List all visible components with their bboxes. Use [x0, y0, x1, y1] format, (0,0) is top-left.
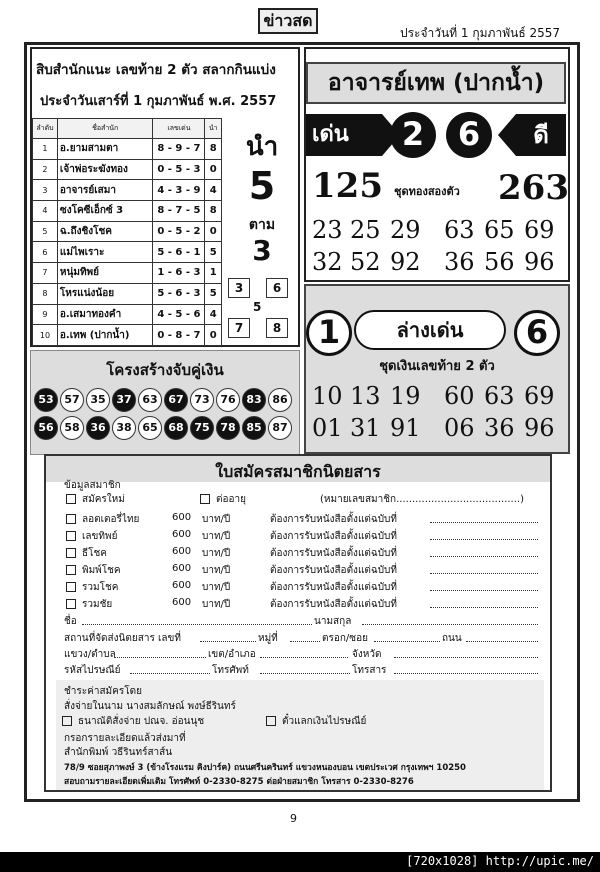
pair-number: 56 [484, 248, 515, 276]
subscription-need: ต้องการรับหนังสือตั้งแต่ฉบับที่ [270, 514, 397, 525]
row-name: อ.ยามสามตา [57, 139, 153, 160]
pair-number: 36 [444, 248, 475, 276]
subscription-need: ต้องการรับหนังสือตั้งแต่ฉบับที่ [270, 548, 397, 559]
left-panel-title: สิบสำนักแนะ เลขท้าย 2 ตัว สลากกินแบ่ง [36, 62, 276, 78]
pair-number: 25 [350, 216, 381, 244]
subscription-unit: บาท/ปี [202, 531, 231, 542]
pair-ball: 73 [190, 388, 214, 412]
three-digit-left: 125 [312, 166, 383, 206]
schools-table [32, 118, 222, 346]
member-no-label: (หมายเลขสมาชิก.......................................) [320, 494, 524, 505]
pair-number: 91 [390, 414, 421, 442]
new-member-checkbox[interactable] [66, 494, 76, 504]
pair-ball: 78 [216, 416, 240, 440]
col-nums: เลขเด่น [153, 119, 205, 139]
pair-number: 65 [484, 216, 515, 244]
three-digit-right: 263 [498, 168, 569, 208]
col-lead: นำ [205, 119, 222, 139]
issue-date: ประจำวันที่ 1 กุมภาพันธ์ 2557 [399, 26, 560, 40]
subscription-need: ต้องการรับหนังสือตั้งแต่ฉบับที่ [270, 565, 397, 576]
moo-input[interactable] [290, 631, 320, 642]
image-credit: [720x1028] http://upic.me/ [406, 854, 594, 868]
table-row [33, 283, 222, 304]
postcode-label: รหัสไปรษณีย์ [64, 665, 121, 676]
soi-label: ตรอก/ซอย [322, 633, 368, 644]
pair-ball: 85 [242, 416, 266, 440]
pair-number: 52 [350, 248, 381, 276]
pair-ball: 65 [138, 416, 162, 440]
name-label: ชื่อ [64, 616, 77, 627]
row-lead: 0 [205, 325, 222, 346]
address-line-2: สอบถามรายละเอียดเพิ่มเติม โทรศัพท์ 0-2330-8275 ต่อฝ่ายสมาชิก โทรสาร 0-2330-8276 [64, 777, 414, 787]
fax-label: โทรสาร [352, 665, 387, 676]
subscription-issue-input[interactable] [430, 597, 538, 608]
amphoe-label: เขต/อำเภอ [208, 649, 256, 660]
pair-number: 06 [444, 414, 475, 442]
pay-title: ชำระค่าสมัครโดย [64, 686, 142, 697]
row-name: หนุ่มทิพย์ [57, 263, 153, 284]
address-line-1: 78/9 ซอยสุภาพงษ์ 3 (ข้างโรงแรม คิงปาร์ค) ถนนศรีนครินทร์ แขวงหนองบอน เขตประเวศ กรุงเทพฯ 10250 [64, 763, 466, 773]
subscription-need: ต้องการรับหนังสือตั้งแต่ฉบับที่ [270, 531, 397, 542]
left-panel-date: ประจำวันเสาร์ที่ 1 กุมภาพันธ์ พ.ศ. 2557 [40, 94, 277, 109]
pair-number: 69 [524, 216, 555, 244]
table-row [33, 242, 222, 263]
pair-number: 23 [312, 216, 343, 244]
row-name: แม่ไพเราะ [57, 242, 153, 263]
pair-ball: 83 [242, 388, 266, 412]
lower-left-digit: 1 [306, 310, 352, 356]
pair-ball: 37 [112, 388, 136, 412]
road-label: ถนน [442, 633, 462, 644]
moo-label: หมู่ที่ [258, 633, 278, 644]
subscription-issue-input[interactable] [430, 546, 538, 557]
subscription-price: 600 [172, 512, 192, 523]
row-number: 2 [33, 159, 58, 180]
pair-number: 32 [312, 248, 343, 276]
magazine-logo: ข่าวสด [258, 8, 318, 34]
pair-ball: 36 [86, 416, 110, 440]
row-numbers: 0 - 5 - 2 [153, 221, 205, 242]
label-dee: ดี [516, 114, 566, 156]
amphoe-input[interactable] [260, 647, 348, 658]
lower-right-digit: 6 [514, 310, 560, 356]
subscription-checkbox[interactable] [66, 548, 76, 558]
row-lead: 4 [205, 304, 222, 325]
pair-ball: 53 [34, 388, 58, 412]
subscription-unit: บาท/ปี [202, 599, 231, 610]
pair-number: 10 [312, 382, 343, 410]
pair-number: 63 [484, 382, 515, 410]
surname-label: นามสกุล [314, 616, 352, 627]
postal-order-label: ตั๋วแลกเงินไปรษณีย์ [282, 716, 367, 727]
subscription-need: ต้องการรับหนังสือตั้งแต่ฉบับที่ [270, 582, 397, 593]
table-header-row [33, 119, 222, 139]
grid-cell: 8 [266, 318, 288, 338]
row-numbers: 8 - 7 - 5 [153, 201, 205, 222]
name-input[interactable] [82, 614, 312, 625]
pair-number: 19 [390, 382, 421, 410]
province-input[interactable] [394, 647, 538, 658]
row-name: อ.เทพ (ปากน้ำ) [57, 325, 153, 346]
new-member-label: สมัครใหม่ [82, 494, 125, 505]
postal-order-checkbox[interactable] [266, 716, 276, 726]
subscription-name: รวมชัย [82, 599, 113, 610]
grid-cell: 7 [228, 318, 250, 338]
renew-label: ต่ออายุ [216, 494, 246, 505]
page-number: 9 [290, 812, 297, 825]
pair-number: 96 [524, 248, 555, 276]
row-lead: 5 [205, 283, 222, 304]
subscription-checkbox[interactable] [66, 531, 76, 541]
pair-ball: 87 [268, 416, 292, 440]
label-den: เด่น [306, 114, 382, 156]
subscription-price: 600 [172, 580, 192, 591]
road-input[interactable] [466, 631, 538, 642]
pair-ball: 75 [190, 416, 214, 440]
subscription-issue-input[interactable] [430, 529, 538, 540]
row-lead: 5 [205, 242, 222, 263]
pair-number: 69 [524, 382, 555, 410]
pair-number: 92 [390, 248, 421, 276]
digit-2: 6 [446, 112, 492, 158]
pair-number: 01 [312, 414, 343, 442]
subscription-name: พิมพ์โชค [82, 565, 121, 576]
subscription-checkbox[interactable] [66, 582, 76, 592]
row-numbers: 8 - 9 - 7 [153, 139, 205, 160]
pair-number: 31 [350, 414, 381, 442]
publisher: สำนักพิมพ์ วธีรินทร์สาส์น [64, 747, 173, 758]
row-name: โหรแน่งน้อย [57, 283, 153, 304]
subscription-price: 600 [172, 597, 192, 608]
row-name: อาจารย์เสมา [57, 180, 153, 201]
row-number: 6 [33, 242, 58, 263]
subscription-unit: บาท/ปี [202, 565, 231, 576]
subscription-unit: บาท/ปี [202, 548, 231, 559]
row-numbers: 0 - 8 - 7 [153, 325, 205, 346]
col-no: ลำดับ [33, 119, 58, 139]
pair-ball: 86 [268, 388, 292, 412]
subscription-unit: บาท/ปี [202, 514, 231, 525]
renew-checkbox[interactable] [200, 494, 210, 504]
pair-number: 63 [444, 216, 475, 244]
subscription-issue-input[interactable] [430, 563, 538, 574]
send-line: กรอกรายละเอียดแล้วส่งมาที่ [64, 733, 186, 744]
surname-input[interactable] [362, 614, 538, 625]
row-numbers: 4 - 3 - 9 [153, 180, 205, 201]
table-row [33, 180, 222, 201]
subscription-price: 600 [172, 563, 192, 574]
phone-label: โทรศัพท์ [212, 665, 249, 676]
form-title: ใบสมัครสมาชิกนิตยสาร [215, 462, 381, 481]
silver-set-caption: ชุดเงินเลขท้าย 2 ตัว [379, 359, 495, 374]
table-row [33, 263, 222, 284]
grid-cell: 6 [266, 278, 288, 298]
lead-label: นำ [245, 132, 279, 162]
pair-ball: 67 [164, 388, 188, 412]
pair-ball: 38 [112, 416, 136, 440]
subscription-checkbox[interactable] [66, 514, 76, 524]
row-number: 4 [33, 201, 58, 222]
row-name: เจ้าพ่อระฆังทอง [57, 159, 153, 180]
structure-title: โครงสร้างจับคู่เงิน [106, 361, 224, 379]
row-lead: 4 [205, 180, 222, 201]
money-order-label: ธนาณัติสั่งจ่าย ปณจ. อ่อนนุช [78, 716, 205, 727]
lead-value: 5 [248, 164, 276, 208]
subscription-checkbox[interactable] [66, 565, 76, 575]
address-no-input[interactable] [200, 631, 256, 642]
row-name: อ.เสมาทองคำ [57, 304, 153, 325]
subscription-checkbox[interactable] [66, 599, 76, 609]
row-numbers: 5 - 6 - 3 [153, 283, 205, 304]
address-label: สถานที่จัดส่งนิตยสาร เลขที่ [64, 633, 181, 644]
subscription-price: 600 [172, 529, 192, 540]
pair-ball: 56 [34, 416, 58, 440]
tambon-input[interactable] [114, 647, 206, 658]
right-panel-title: อาจารย์เทพ (ปากน้ำ) [306, 62, 566, 104]
grid-cell: 3 [228, 278, 250, 298]
table-row [33, 325, 222, 346]
row-name: ฉ.ถึงชิงโชค [57, 221, 153, 242]
subscription-name: เลขทิพย์ [82, 531, 118, 542]
row-numbers: 5 - 6 - 1 [153, 242, 205, 263]
row-number: 8 [33, 283, 58, 304]
pair-number: 13 [350, 382, 381, 410]
province-label: จังหวัด [352, 649, 382, 660]
subscription-name: ลอตเตอรี่ไทย [82, 514, 140, 525]
row-numbers: 1 - 6 - 3 [153, 263, 205, 284]
lower-label: ล่างเด่น [354, 310, 506, 350]
subscription-need: ต้องการรับหนังสือตั้งแต่ฉบับที่ [270, 599, 397, 610]
pair-number: 96 [524, 414, 555, 442]
subscription-unit: บาท/ปี [202, 582, 231, 593]
follow-value: 3 [252, 234, 272, 267]
pair-ball: 76 [216, 388, 240, 412]
soi-input[interactable] [374, 631, 440, 642]
pair-ball: 57 [60, 388, 84, 412]
pair-number: 60 [444, 382, 475, 410]
subscription-name: รวมโชค [82, 582, 119, 593]
pair-ball: 35 [86, 388, 110, 412]
member-info-label: ข้อมูลสมาชิก [64, 480, 121, 491]
row-number: 7 [33, 263, 58, 284]
tambon-label: แขวง/ตำบล [64, 649, 116, 660]
phone-input[interactable] [260, 663, 350, 674]
row-number: 1 [33, 139, 58, 160]
row-lead: 0 [205, 221, 222, 242]
pair-number: 29 [390, 216, 421, 244]
grid-center: 5 [253, 300, 262, 314]
row-name: ซงโคซีเอ็กซ์ 3 [57, 201, 153, 222]
pair-ball: 58 [60, 416, 84, 440]
row-lead: 8 [205, 139, 222, 160]
row-lead: 8 [205, 201, 222, 222]
row-numbers: 4 - 5 - 6 [153, 304, 205, 325]
row-lead: 1 [205, 263, 222, 284]
row-number: 3 [33, 180, 58, 201]
table-row [33, 221, 222, 242]
row-number: 10 [33, 325, 58, 346]
fax-input[interactable] [394, 663, 538, 674]
table-row [33, 304, 222, 325]
subscription-issue-input[interactable] [430, 512, 538, 523]
pair-ball: 63 [138, 388, 162, 412]
subscription-name: ธีโชค [82, 548, 107, 559]
col-name: ชื่อสำนัก [57, 119, 153, 139]
row-number: 5 [33, 221, 58, 242]
subscription-price: 600 [172, 546, 192, 557]
postcode-input[interactable] [130, 663, 210, 674]
row-numbers: 0 - 5 - 3 [153, 159, 205, 180]
subscription-issue-input[interactable] [430, 580, 538, 591]
row-number: 9 [33, 304, 58, 325]
pay-line: สั่งจ่ายในนาม นางสมลักษณ์ พงษ์ธีรินทร์ [64, 701, 236, 712]
pair-ball: 68 [164, 416, 188, 440]
digit-1: 2 [390, 112, 436, 158]
gold-set-caption: ชุดทองสองตัว [394, 185, 460, 198]
table-row [33, 159, 222, 180]
follow-label: ตาม [248, 217, 276, 233]
table-row [33, 139, 222, 160]
row-lead: 0 [205, 159, 222, 180]
money-order-checkbox[interactable] [62, 716, 72, 726]
table-row [33, 201, 222, 222]
pair-number: 36 [484, 414, 515, 442]
arrow-left-icon [498, 114, 516, 156]
